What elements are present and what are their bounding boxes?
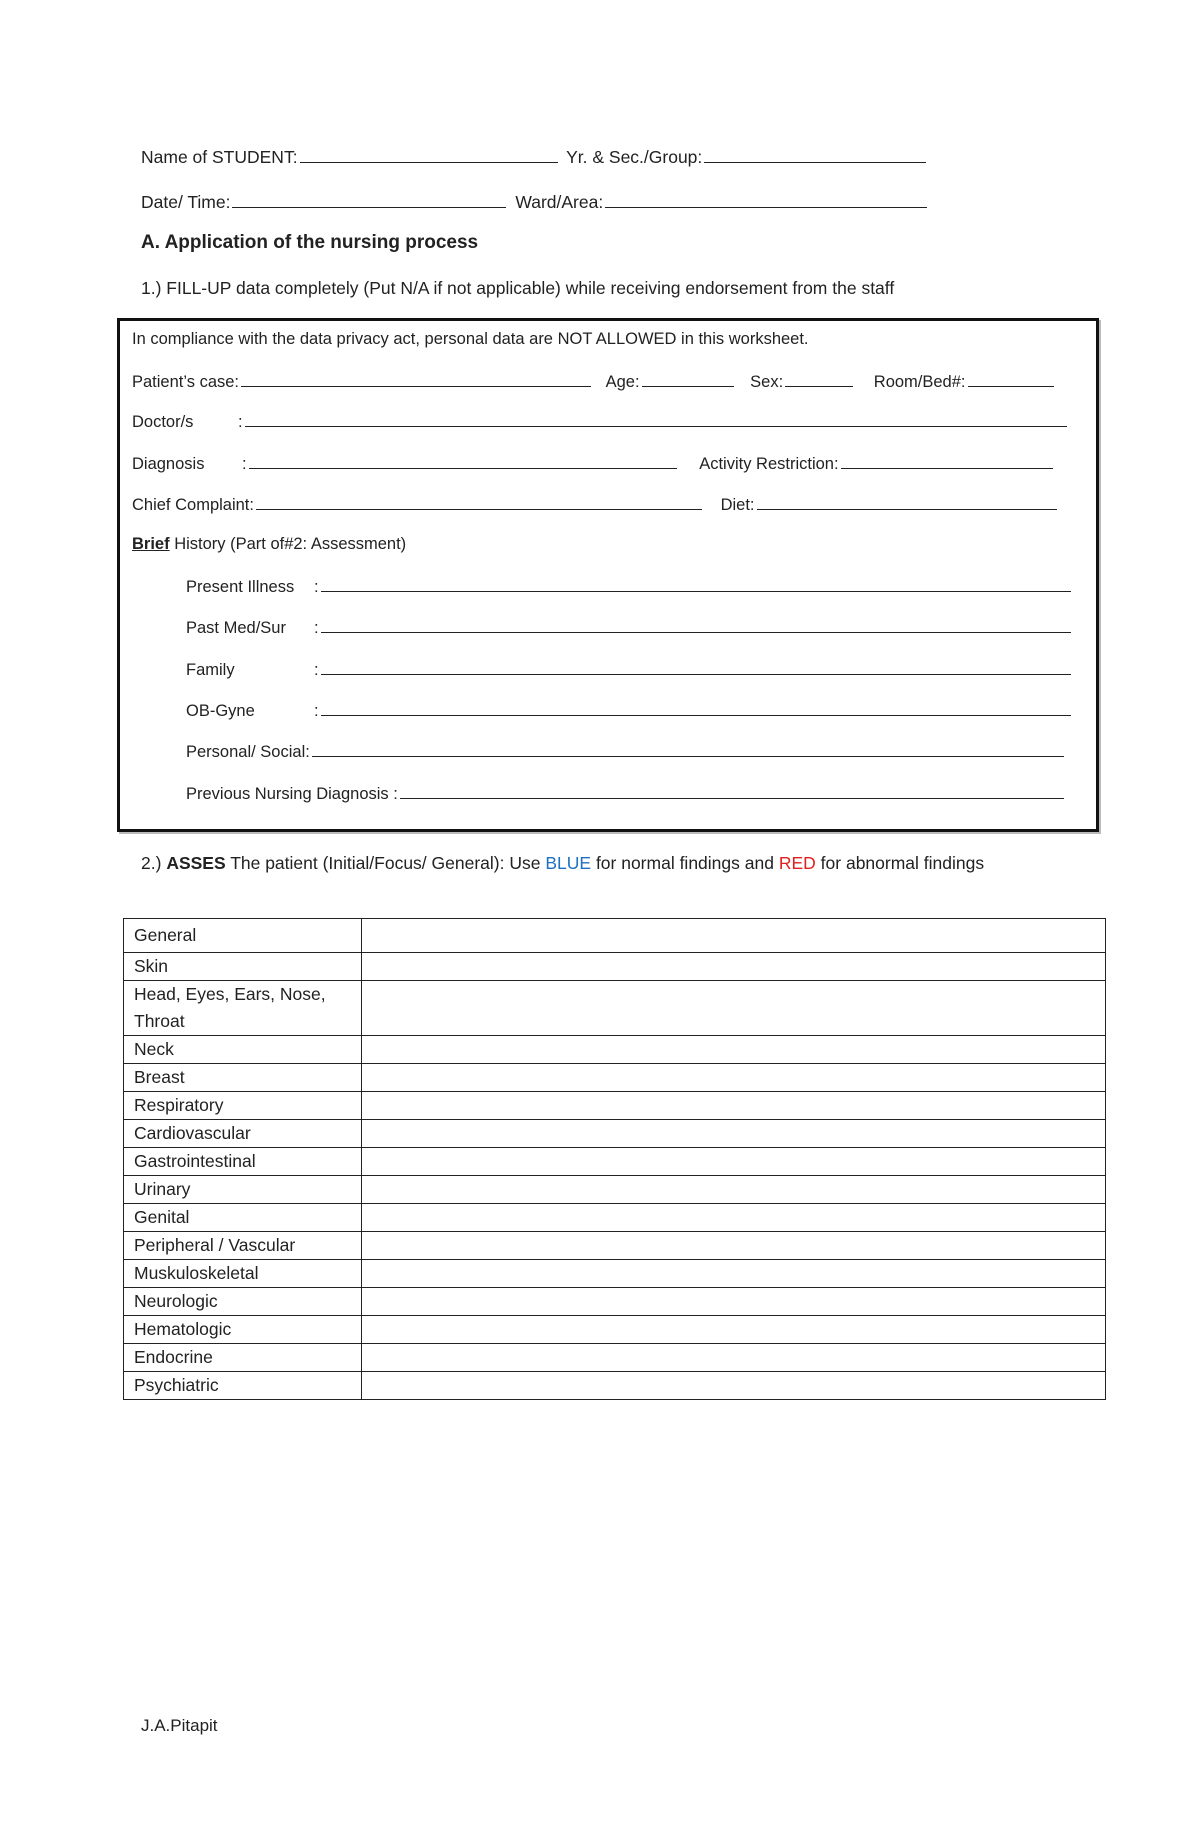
findings-cell[interactable]	[362, 1036, 1106, 1064]
personal-social-row	[186, 741, 1068, 762]
table-row	[124, 1176, 1106, 1204]
system-label: Gastrointestinal	[124, 1148, 362, 1176]
findings-cell[interactable]	[362, 1120, 1106, 1148]
diet-label: Diet:	[720, 496, 755, 514]
yr-sec-field[interactable]	[704, 145, 926, 163]
diagnosis-field[interactable]	[249, 453, 677, 469]
assessment-table	[123, 918, 1106, 1400]
findings-cell[interactable]	[362, 1148, 1106, 1176]
header-line-student	[141, 145, 930, 168]
family-colon: :	[314, 661, 319, 679]
ward-label: Ward/Area:	[515, 192, 604, 212]
header-line-date	[141, 190, 931, 213]
yr-sec-label: Yr. & Sec./Group:	[566, 147, 703, 167]
system-label: Neck	[124, 1036, 362, 1064]
doctors-row	[132, 411, 1071, 432]
table-row	[124, 1232, 1106, 1260]
table-row	[124, 1064, 1106, 1092]
system-label: Genital	[124, 1204, 362, 1232]
findings-cell[interactable]	[362, 919, 1106, 953]
findings-cell[interactable]	[362, 981, 1106, 1036]
system-label: Endocrine	[124, 1344, 362, 1372]
patient-case-row	[132, 371, 1058, 392]
present-illness-field[interactable]	[321, 576, 1071, 592]
past-med-field[interactable]	[321, 617, 1071, 633]
table-row	[124, 981, 1106, 1036]
chief-complaint-row	[132, 494, 1061, 515]
table-row	[124, 1204, 1106, 1232]
findings-cell[interactable]	[362, 1316, 1106, 1344]
findings-cell[interactable]	[362, 1064, 1106, 1092]
present-illness-label: Present Illness	[186, 578, 295, 596]
table-row	[124, 1372, 1106, 1400]
present-illness-row	[186, 576, 1075, 597]
doctors-colon: :	[238, 413, 243, 431]
age-field[interactable]	[642, 371, 734, 387]
findings-cell[interactable]	[362, 953, 1106, 981]
activity-restriction-field[interactable]	[841, 453, 1053, 469]
present-illness-colon: :	[314, 578, 319, 596]
room-bed-field[interactable]	[968, 371, 1054, 387]
section-a-title: A. Application of the nursing process	[141, 232, 479, 253]
findings-cell[interactable]	[362, 1372, 1106, 1400]
date-label: Date/ Time:	[141, 192, 231, 212]
system-label: Hematologic	[124, 1316, 362, 1344]
past-med-colon: :	[314, 619, 319, 637]
ob-gyne-row	[186, 700, 1075, 721]
room-bed-label: Room/Bed#:	[873, 373, 966, 391]
step-2-text-1: The patient (Initial/Focus/ General): Use	[230, 853, 541, 873]
chief-complaint-label: Chief Complaint:	[132, 496, 254, 514]
brief-label: Brief	[132, 535, 170, 553]
findings-cell[interactable]	[362, 1204, 1106, 1232]
past-med-label: Past Med/Sur	[186, 619, 286, 637]
system-label: Breast	[124, 1064, 362, 1092]
diagnosis-label: Diagnosis	[132, 455, 205, 473]
system-label: Head, Eyes, Ears, Nose, Throat	[124, 981, 362, 1036]
system-label: Muskuloskeletal	[124, 1260, 362, 1288]
step-2-text-2: for normal findings and	[595, 853, 774, 873]
past-med-row	[186, 617, 1075, 638]
findings-cell[interactable]	[362, 1176, 1106, 1204]
findings-cell[interactable]	[362, 1344, 1106, 1372]
previous-nursing-diagnosis-row	[186, 783, 1068, 804]
system-label: Peripheral / Vascular	[124, 1232, 362, 1260]
family-label: Family	[186, 661, 235, 679]
patient-case-label: Patient’s case:	[132, 373, 240, 391]
blue-word: BLUE	[545, 853, 592, 873]
student-label: Name of STUDENT:	[141, 147, 298, 167]
student-name-field[interactable]	[300, 145, 558, 163]
age-label: Age:	[605, 373, 640, 391]
table-row	[124, 1148, 1106, 1176]
red-word: RED	[778, 853, 816, 873]
ob-gyne-field[interactable]	[321, 700, 1071, 716]
brief-history-heading	[132, 535, 406, 554]
history-label: History (Part of#2: Assessment)	[174, 535, 407, 553]
table-row	[124, 1260, 1106, 1288]
patient-case-field[interactable]	[241, 371, 591, 387]
table-row	[124, 1344, 1106, 1372]
findings-cell[interactable]	[362, 1232, 1106, 1260]
chief-complaint-field[interactable]	[256, 494, 702, 510]
date-time-field[interactable]	[232, 190, 506, 208]
table-row	[124, 953, 1106, 981]
system-label: Skin	[124, 953, 362, 981]
table-row	[124, 919, 1106, 953]
ob-gyne-colon: :	[314, 702, 319, 720]
table-row	[124, 1316, 1106, 1344]
system-label: Respiratory	[124, 1092, 362, 1120]
diagnosis-colon: :	[242, 455, 247, 473]
asses-keyword: ASSES	[166, 853, 226, 873]
findings-cell[interactable]	[362, 1092, 1106, 1120]
table-row	[124, 1288, 1106, 1316]
patient-data-box	[117, 318, 1099, 832]
personal-social-label: Personal/ Social:	[186, 743, 310, 761]
system-label: Neurologic	[124, 1288, 362, 1316]
step-2-instruction	[141, 849, 1041, 877]
table-row	[124, 1120, 1106, 1148]
system-label: Cardiovascular	[124, 1120, 362, 1148]
table-row	[124, 1092, 1106, 1120]
doctors-label: Doctor/s	[132, 413, 194, 431]
previous-dx-field[interactable]	[400, 783, 1064, 799]
diagnosis-row	[132, 453, 1057, 474]
footer-author: J.A.Pitapit	[141, 1716, 218, 1735]
step-2-number: 2.)	[141, 853, 162, 873]
activity-restriction-label: Activity Restriction:	[699, 455, 839, 473]
step-1-instruction: 1.) FILL-UP data completely (Put N/A if not applicable) while receiving endorsement from the staff	[141, 278, 895, 298]
personal-social-field[interactable]	[312, 741, 1064, 757]
system-label: General	[124, 919, 362, 953]
diet-field[interactable]	[757, 494, 1057, 510]
findings-cell[interactable]	[362, 1260, 1106, 1288]
findings-cell[interactable]	[362, 1288, 1106, 1316]
ward-area-field[interactable]	[605, 190, 927, 208]
sex-field[interactable]	[785, 371, 853, 387]
system-label: Psychiatric	[124, 1372, 362, 1400]
ob-gyne-label: OB-Gyne	[186, 702, 255, 720]
doctors-field[interactable]	[245, 411, 1067, 427]
previous-dx-label: Previous Nursing Diagnosis :	[186, 785, 398, 803]
step-2-text-3: for abnormal findings	[820, 853, 985, 873]
table-row	[124, 1036, 1106, 1064]
family-row	[186, 659, 1075, 680]
privacy-note: In compliance with the data privacy act, personal data are NOT ALLOWED in this worksheet.	[132, 330, 809, 348]
family-field[interactable]	[321, 659, 1071, 675]
sex-label: Sex:	[750, 373, 784, 391]
system-label: Urinary	[124, 1176, 362, 1204]
